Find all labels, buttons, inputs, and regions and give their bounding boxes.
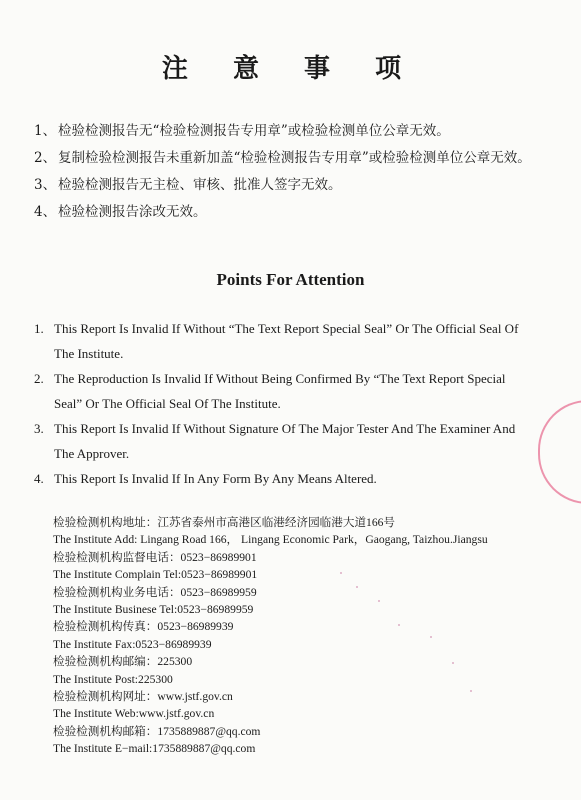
ink-speck — [398, 624, 400, 626]
item-text: 复制检验检测报告未重新加盖“检验检测报告专用章”或检验检测单位公章无效。 — [58, 150, 531, 166]
institute-contact-info — [53, 514, 543, 757]
item-text: This Report Is Invalid If Without Signature Of The Major Tester And The Examiner And The Approver. — [54, 421, 516, 461]
contact-line: 检验检测机构邮编：225300 — [53, 655, 193, 669]
contact-line: The Institute Post:225300 — [53, 672, 173, 686]
red-seal-stamp — [538, 400, 581, 504]
english-title: Points For Attention — [216, 270, 365, 289]
list-item — [34, 199, 554, 226]
ink-speck — [356, 586, 358, 588]
contact-line: 检验检测机构传真：0523−86989939 — [53, 620, 234, 634]
list-item — [34, 118, 554, 145]
contact-line: 检验检测机构邮箱：1735889887@qq.com — [53, 724, 261, 738]
list-item — [34, 466, 534, 491]
contact-line: The Institute Complain Tel:0523−86989901 — [53, 568, 258, 582]
contact-line: The Institute Add: Lingang Road 166， Lingang Economic Park，Gaogang, Taizhou.Jiangsu — [53, 533, 488, 547]
ink-speck — [340, 572, 342, 574]
item-text: 检验检测报告无“检验检测报告专用章”或检验检测单位公章无效。 — [58, 123, 450, 139]
item-number: 3. — [34, 421, 44, 436]
item-number: 3、 — [34, 177, 57, 193]
contact-line: 检验检测机构监督电话：0523−86989901 — [53, 550, 257, 564]
item-text: This Report Is Invalid If In Any Form By Any Means Altered. — [54, 471, 377, 486]
item-number: 4. — [34, 471, 44, 486]
ink-speck — [430, 636, 432, 638]
item-text: 检验检测报告涂改无效。 — [58, 204, 207, 220]
item-number: 1、 — [34, 123, 57, 139]
ink-speck — [452, 662, 454, 664]
list-item — [34, 172, 554, 199]
contact-line: 检验检测机构业务电话：0523−86989959 — [53, 585, 257, 599]
item-text: This Report Is Invalid If Without “The Text Report Special Seal” Or The Official Seal Of The Institute. — [54, 321, 519, 361]
list-item — [34, 316, 534, 366]
list-item — [34, 366, 534, 416]
contact-line: The Institute Web:www.jstf.gov.cn — [53, 707, 215, 721]
contact-line: The Institute E−mail:1735889887@qq.com — [53, 742, 256, 756]
chinese-notice-list — [34, 118, 554, 226]
chinese-title: 注 意 事 项 — [161, 54, 420, 84]
contact-line: The Institute Fax:0523−86989939 — [53, 637, 212, 651]
ink-speck — [470, 690, 472, 692]
english-notice-list — [34, 316, 534, 491]
list-item — [34, 145, 554, 172]
item-number: 2. — [34, 371, 44, 386]
item-text: The Reproduction Is Invalid If Without Being Confirmed By “The Text Report Special Seal” Or The Official Seal Of The Institute. — [54, 371, 506, 411]
item-number: 4、 — [34, 204, 57, 220]
list-item — [34, 416, 534, 466]
item-number: 2、 — [34, 150, 57, 166]
ink-speck — [378, 600, 380, 602]
contact-line: 检验检测机构网址：www.jstf.gov.cn — [53, 689, 233, 703]
item-text: 检验检测报告无主检、审核、批准人签字无效。 — [58, 177, 342, 193]
contact-line: The Institute Businese Tel:0523−86989959 — [53, 602, 254, 616]
contact-line: 检验检测机构地址：江苏省泰州市高港区临港经济园临港大道166号 — [53, 516, 396, 529]
item-number: 1. — [34, 321, 44, 336]
